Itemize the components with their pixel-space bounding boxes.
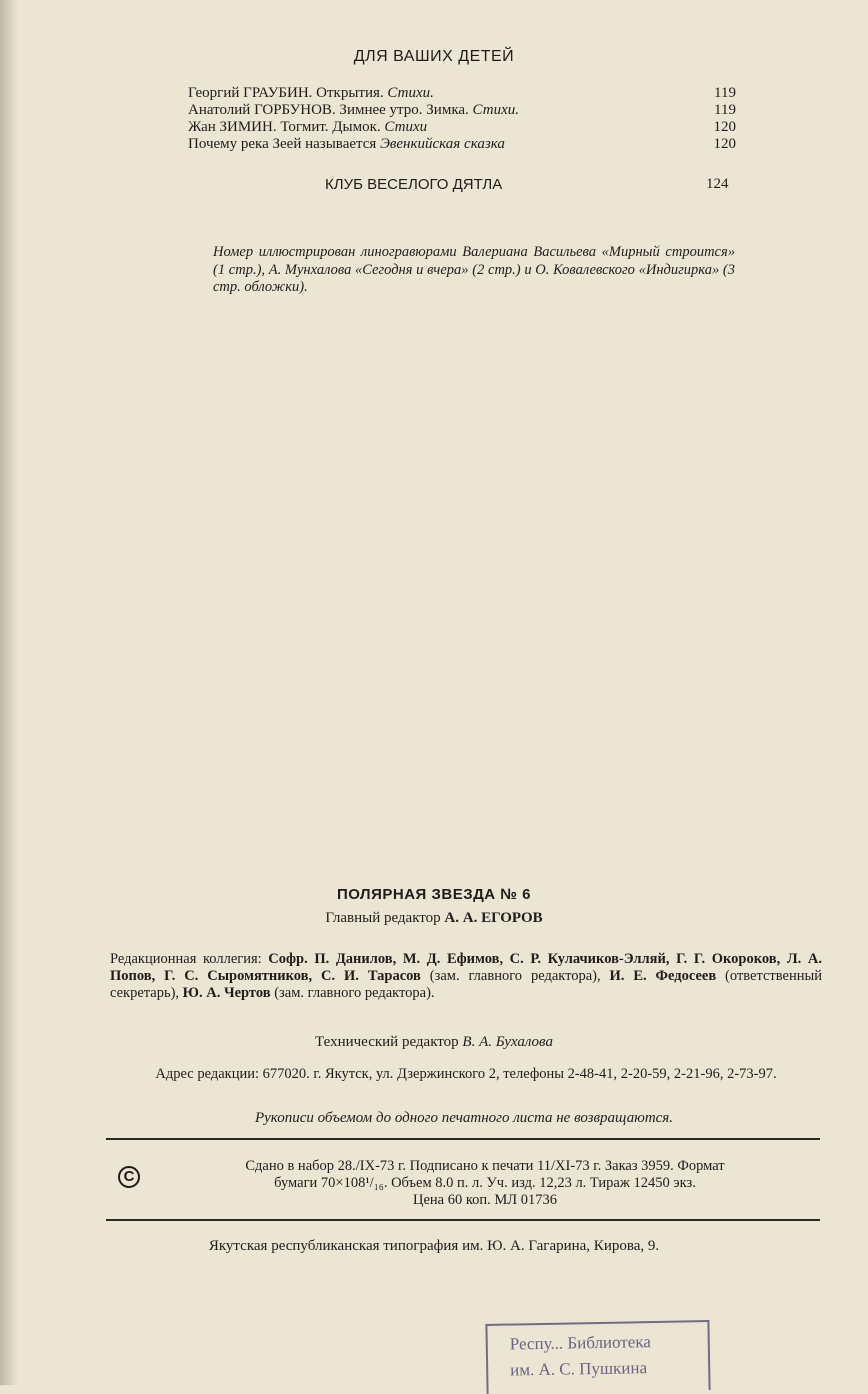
toc-entry-text: Жан ЗИМИН. Тогмит. Дымок. Стихи <box>188 119 428 135</box>
divider <box>106 1138 820 1140</box>
chief-editor-name: А. А. ЕГОРОВ <box>444 910 543 926</box>
toc-entry-page: 120 <box>713 119 736 135</box>
divider <box>106 1219 820 1221</box>
imprint-line: Сдано в набор 28./IX-73 г. Подписано к печати 11/XI-73 г. Заказ 3959. Формат <box>245 1158 725 1174</box>
toc-entry-text: Почему река Зеей называется Эвенкийская сказка <box>188 136 505 152</box>
technical-editor-line: Технический редактор В. А. Бухалова <box>315 1034 553 1050</box>
stamp-line: Респу... Библиотека <box>509 1332 652 1354</box>
manuscripts-note: Рукописи объемом до одного печатного листа не возвращаются. <box>254 1110 674 1126</box>
imprint-line: Цена 60 коп. МЛ 01736 <box>412 1192 558 1208</box>
toc-entry-text: Анатолий ГОРБУНОВ. Зимнее утро. Зимка. Стихи. <box>188 102 520 118</box>
issue-title: ПОЛЯРНАЯ ЗВЕЗДА № 6 <box>336 886 532 903</box>
toc-entry-page: 120 <box>713 136 736 152</box>
page-edge-shadow <box>0 0 18 1385</box>
toc-entry <box>188 84 736 102</box>
copyright-icon: C <box>118 1166 140 1188</box>
printing-imprint <box>150 1158 820 1209</box>
section-heading-children: ДЛЯ ВАШИХ ДЕТЕЙ <box>353 48 515 65</box>
editorial-address: Адрес редакции: 677020. г. Якутск, ул. Дзержинского 2, телефоны 2-48-41, 2-20-59, 2-21-96, 2-73-97. <box>155 1066 777 1082</box>
toc-entry <box>188 118 736 136</box>
section-heading-club: КЛУБ ВЕСЕЛОГО ДЯТЛА <box>325 176 503 193</box>
illustration-credits: Номер иллюстрирован линогравюрами Валериана Васильева «Мирный строится» (1 стр.), А. Мунхалова «Сегодня и вчера» (2 стр.) и О. Ковалевского «Индигирка» (3 стр. обложки). <box>213 244 735 295</box>
toc-entry-page: 119 <box>714 102 736 118</box>
printer-line: Якутская республиканская типография им. Ю. А. Гагарина, Кирова, 9. <box>208 1238 660 1254</box>
editorial-board: Редакционная коллегия: Софр. П. Данилов, М. Д. Ефимов, С. Р. Кулачиков-Элляй, Г. Г. Окороков, Л. А. Попов, Г. С. Сыромятников, С. И. Тарасов (зам. главного редактора), И. Е. Федосеев (ответственный секретарь), Ю. А. Чертов (зам. главного редактора). <box>110 951 822 1001</box>
technical-editor-name: В. А. Бухалова <box>462 1034 553 1050</box>
chief-editor-line: Главный редактор А. А. ЕГОРОВ <box>325 910 543 926</box>
toc-entry-page: 124 <box>706 176 729 192</box>
toc-entry-text: Георгий ГРАУБИН. Открытия. Стихи. <box>188 85 434 101</box>
library-stamp <box>485 1320 710 1394</box>
stamp-line: им. А. С. Пушкина <box>510 1358 648 1380</box>
toc-entry-page: 119 <box>714 85 736 101</box>
imprint-line: бумаги 70×108¹/₁₆. Объем 8.0 п. л. Уч. изд. 12,23 л. Тираж 12450 экз. <box>274 1175 696 1191</box>
toc-entry <box>188 101 736 119</box>
toc-entry <box>188 135 736 153</box>
